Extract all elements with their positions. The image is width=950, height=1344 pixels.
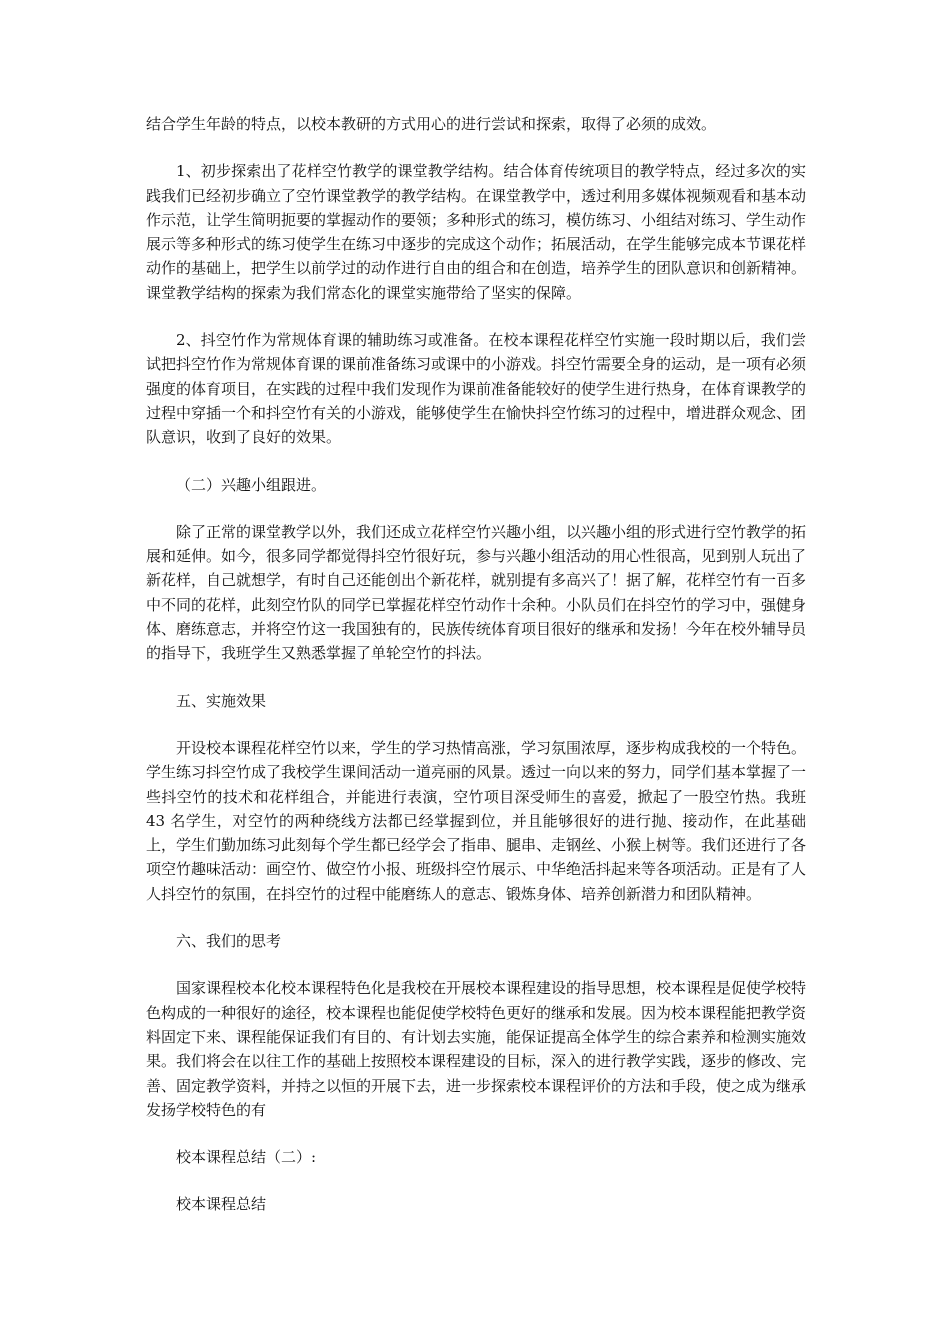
document-page [146, 112, 806, 1240]
paragraph-interest-group: 除了正常的课堂教学以外，我们还成立花样空竹兴趣小组，以兴趣小组的形式进行空竹教学的拓展和延伸。如今，很多同学都觉得抖空竹很好玩，参与兴趣小组活动的用心性很高，见到别人玩出了新花样，自己就想学，有时自己还能创出个新花样，就别提有多高兴了！据了解，花样空竹有一百多中不同的花样，此刻空竹队的同学已掌握花样空竹动作十余种。小队员们在抖空竹的学习中，强健身体、磨练意志，并将空竹这一我国独有的，民族传统体育项目很好的继承和发扬！今年在校外辅导员的指导下，我班学生又熟悉掌握了单轮空竹的抖法。 [146, 522, 807, 663]
intro-paragraph: 结合学生年龄的特点，以校本教研的方式用心的进行尝试和探索，取得了必须的成效。 [146, 115, 717, 133]
section-heading-interest-group: （二）兴趣小组跟进。 [176, 475, 327, 494]
section-heading-summary: 校本课程总结 [176, 1195, 267, 1214]
paragraph-reflection: 国家课程校本化校本课程特色化是我校在开展校本课程建设的指导思想，校本课程是促使学校特色构成的一种很好的途径，校本课程也能促使学校特色更好的继承和发展。因为校本课程能把教学资料固定下来、课程能保证我们有目的、有计划去实施，能保证提高全体学生的综合素养和检测实施效果。我们将会在以往工作的基础上按照校本课程建设的目标，深入的进行教学实践，逐步的修改、完善、固定教学资料，并持之以恒的开展下去，进一步探索校本课程评价的方法和手段，使之成为继承发扬学校特色的有 [146, 979, 807, 1119]
section-heading-results: 五、实施效果 [176, 691, 267, 710]
section-heading-reflection: 六、我们的思考 [176, 932, 282, 951]
paragraph-results: 开设校本课程花样空竹以来，学生的学习热情高涨，学习氛围浓厚，逐步构成我校的一个特色。学生练习抖空竹成了我校学生课间活动一道亮丽的风景。透过一向以来的努力，同学们基本掌握了一些抖空竹的技术和花样组合，并能进行表演，空竹项目深受师生的喜爱，掀起了一股空竹热。我班 43 名学生，对空竹的两种绕线方法都已经掌握到位，并且能够很好的进行抛、接动作，在此基础上，学生们勤加练习此刻每个学生都已经学会了指串、腿串、走钢丝、小猴上树等。我们还进行了各项空竹趣味活动：画空竹、做空竹小报、班级抖空竹展示、中华绝活抖起来等各项活动。正是有了人人抖空竹的氛围，在抖空竹的过程中能磨练人的意志、锻炼身体、培养创新潜力和团队精神。 [146, 738, 807, 903]
paragraph-teaching-structure: 1、初步探索出了花样空竹教学的课堂教学结构。结合体育传统项目的教学特点，经过多次的实践我们已经初步确立了空竹课堂教学的教学结构。在课堂教学中，透过利用多媒体视频观看和基本动作示范，让学生简明扼要的掌握动作的要领；多种形式的练习，模仿练习、小组结对练习、学生动作展示等多种形式的练习使学生在练习中逐步的完成这个动作；拓展活动，在学生能够完成本节课花样动作的基础上，把学生以前学过的动作进行自由的组合和在创造，培养学生的团队意识和创新精神。课堂教学结构的探索为我们常态化的课堂实施带给了坚实的保障。 [146, 162, 807, 302]
section-heading-summary-two: 校本课程总结（二）: [176, 1148, 317, 1167]
paragraph-warmup-practice: 2、抖空竹作为常规体育课的辅助练习或准备。在校本课程花样空竹实施一段时期以后，我们尝试把抖空竹作为常规体育课的课前准备练习或课中的小游戏。抖空竹需要全身的运动，是一项有必须强度的体育项目，在实践的过程中我们发现作为课前准备能较好的使学生进行热身，在体育课教学的过程中穿插一个和抖空竹有关的小游戏，能够使学生在愉快抖空竹练习的过程中，增进群众观念、团队意识，收到了良好的效果。 [146, 331, 807, 447]
